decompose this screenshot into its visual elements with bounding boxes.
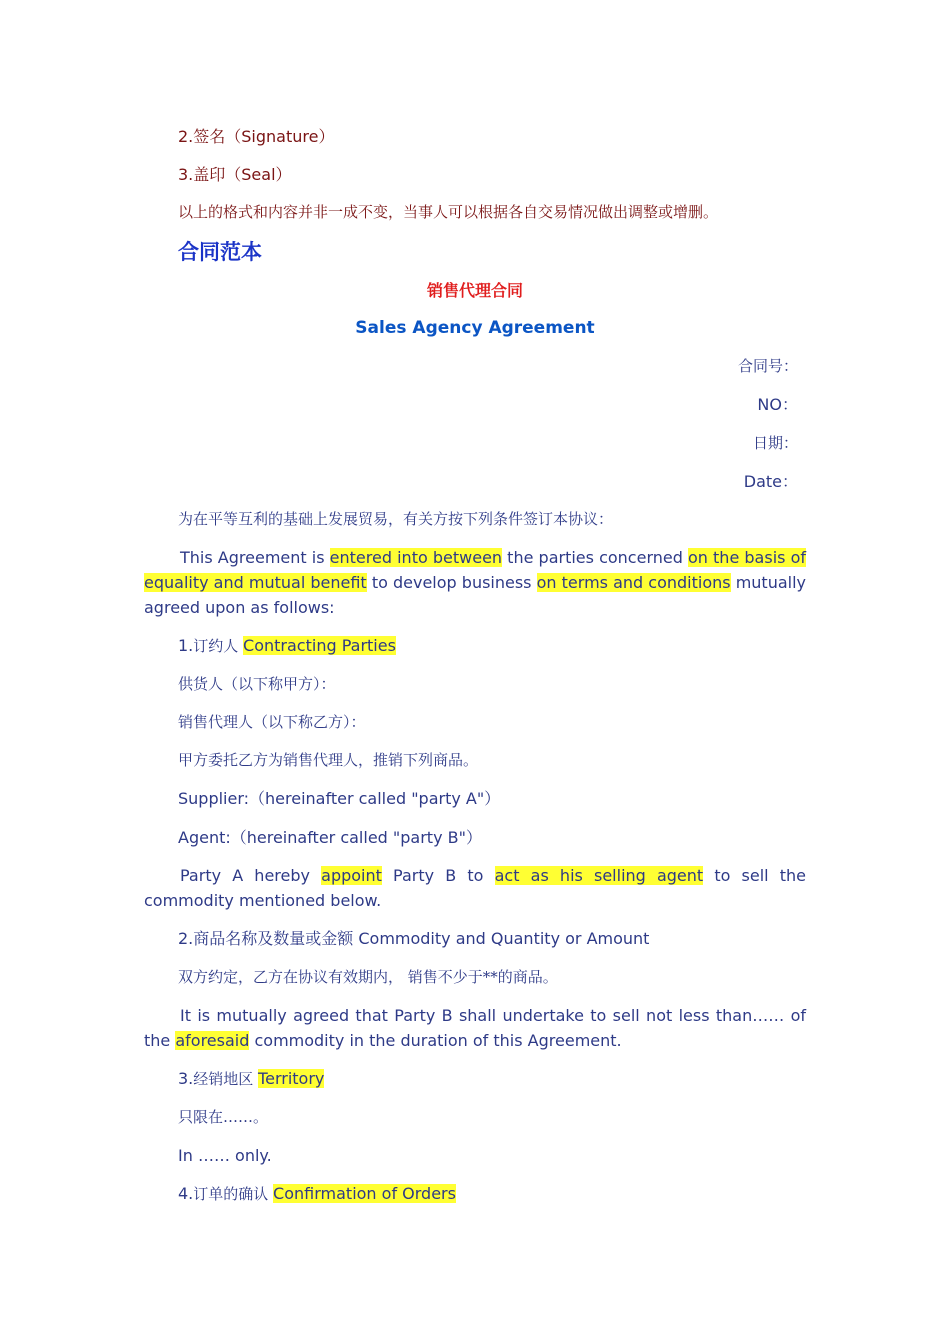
clause-number: 1. [178, 636, 194, 655]
mutual-text-2: commodity in the duration of this Agreement. [249, 1031, 622, 1050]
intro-text-3: to develop business [366, 573, 537, 592]
intro-text-2: the parties concerned [502, 548, 688, 567]
supplier-cn: 供货人（以下称甲方）： [178, 675, 336, 693]
clause-cn: 订约人 [193, 637, 244, 655]
intro-en-paragraph [144, 545, 806, 620]
contract-no-cn: 合同号： [737, 357, 798, 375]
date-cn: 日期： [752, 434, 798, 452]
highlight-entered-into: entered into between [329, 548, 503, 567]
clause-cn: 订单的确认 [193, 1185, 274, 1203]
clause-number: 4. [178, 1184, 194, 1203]
agent-cn: 销售代理人（以下称乙方）： [178, 713, 366, 731]
section-heading: 合同范本 [178, 240, 262, 264]
date-en: Date： [743, 472, 798, 491]
highlight-aforesaid: aforesaid [175, 1031, 250, 1050]
mutual-text-1: It is mutually agreed that Party B shall undertake to sell not less than…… of the [144, 1006, 806, 1050]
clause-number: 3. [178, 1069, 194, 1088]
intro-text-4: mutually agreed upon as follows: [144, 573, 807, 617]
territory-only-en: In …… only. [178, 1146, 272, 1165]
territory-only-cn: 只限在……。 [178, 1108, 269, 1126]
appoint-text-1: Party A hereby [180, 866, 322, 885]
highlight-appoint: appoint [321, 866, 382, 885]
appoint-text-2: Party B to [381, 866, 495, 885]
contract-no-en: NO： [757, 395, 798, 414]
orders-heading [178, 1181, 456, 1207]
seal-line: 3.盖印（Seal） [178, 165, 292, 184]
appoint-paragraph [144, 863, 806, 913]
format-note: 以上的格式和内容并非一成不变，当事人可以根据各自交易情况做出调整或增删。 [178, 203, 719, 221]
supplier-en: Supplier:（hereinafter called "party A"） [178, 789, 501, 808]
contract-title-en: Sales Agency Agreement [355, 318, 595, 338]
commodity-heading: 2.商品名称及数量或金额 Commodity and Quantity or Amount [178, 929, 650, 948]
highlight-basis-equality: on the basis of equality and mutual benefit [144, 548, 807, 592]
intro-text-1: This Agreement is [180, 548, 330, 567]
highlight-confirmation-orders: Confirmation of Orders [273, 1184, 456, 1203]
agree-cn: 双方约定，乙方在协议有效期内， 销售不少于**的商品。 [178, 968, 558, 986]
mutual-paragraph [144, 1003, 806, 1053]
clause-cn: 经销地区 [193, 1070, 259, 1088]
highlight-selling-agent: act as his selling agent [494, 866, 704, 885]
contracting-parties-heading [178, 633, 396, 659]
territory-heading [178, 1066, 324, 1092]
agent-en: Agent:（hereinafter called "party B"） [178, 828, 482, 847]
appoint-text-3: to sell the commodity mentioned below. [144, 866, 807, 910]
entrust-cn: 甲方委托乙方为销售代理人，推销下列商品。 [178, 751, 479, 769]
highlight-territory: Territory [258, 1069, 325, 1088]
highlight-terms-conditions: on terms and conditions [536, 573, 731, 592]
intro-cn: 为在平等互利的基础上发展贸易，有关方按下列条件签订本协议： [178, 510, 614, 528]
highlight-contracting-parties: Contracting Parties [243, 636, 396, 655]
signature-line: 2.签名（Signature） [178, 127, 335, 146]
contract-title-cn: 销售代理合同 [426, 281, 523, 300]
